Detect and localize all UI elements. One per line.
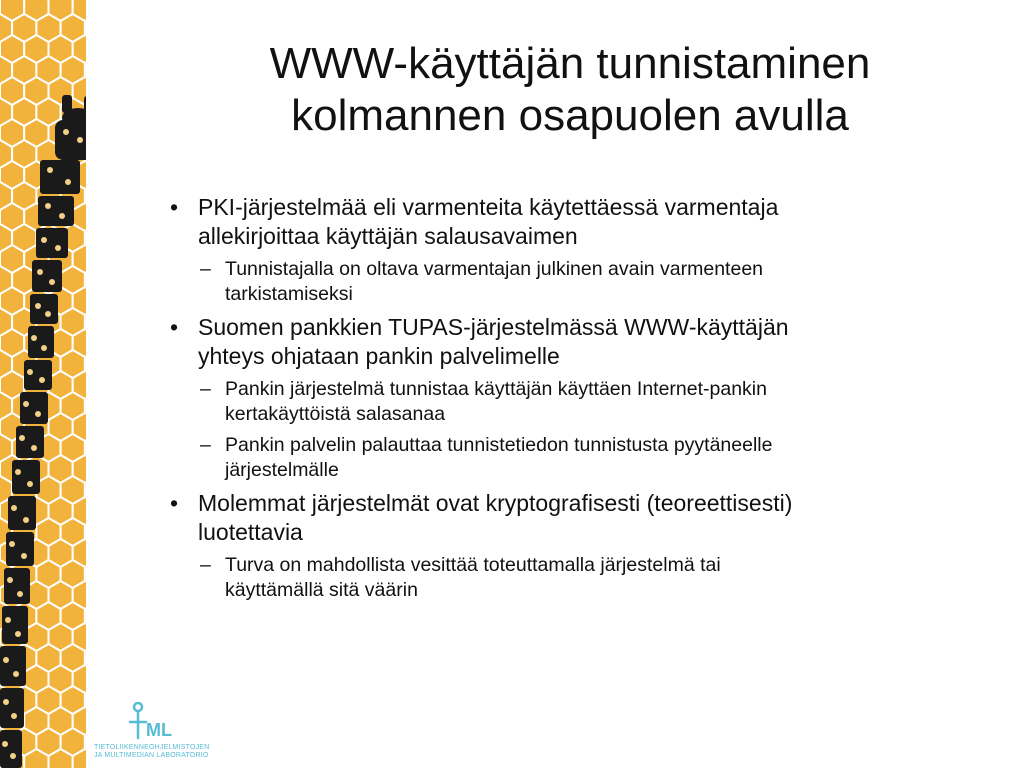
title-line-2: kolmannen osapuolen avulla <box>291 91 849 140</box>
sub-bullet-text-line: Pankin palvelin palauttaa tunnistetiedon tunnistusta pyytäneelle <box>225 434 773 456</box>
bullet-list <box>170 193 1010 609</box>
sub-bullet-item <box>200 553 1010 603</box>
dash-icon: – <box>200 378 211 400</box>
bullet-text-line: luotettavia <box>198 519 303 545</box>
logo-caption-line: JA MULTIMEDIAN LABORATORIO <box>94 752 209 759</box>
sub-bullet-text-line: tarkistamiseksi <box>225 283 353 305</box>
sub-bullet-item <box>200 377 1010 427</box>
giraffe-neck-illustration <box>0 0 86 768</box>
title-line-1: WWW-käyttäjän tunnistaminen <box>269 39 871 88</box>
sub-bullet-text-line: käyttämällä sitä väärin <box>225 579 418 601</box>
bullet-text-line: Molemmat järjestelmät ovat kryptografisesti (teoreettisesti) <box>198 490 793 516</box>
slide-title <box>130 38 1010 142</box>
dash-icon: – <box>200 258 211 280</box>
sub-bullet-item <box>200 257 1010 307</box>
bullet-item <box>170 193 1010 251</box>
sub-bullet-text-line: Turva on mahdollista vesittää toteuttamalla järjestelmä tai <box>225 554 721 576</box>
bullet-text-line: Suomen pankkien TUPAS-järjestelmässä WWW-käyttäjän <box>198 314 789 340</box>
lab-logo <box>94 700 224 764</box>
bullet-item <box>170 489 1010 547</box>
logo-mark-text: ML <box>146 720 172 740</box>
sub-bullet-text-line: kertakäyttöistä salasanaa <box>225 403 446 425</box>
bullet-text-line: yhteys ohjataan pankin palvelimelle <box>198 343 560 369</box>
sub-bullet-text-line: Pankin järjestelmä tunnistaa käyttäjän käyttäen Internet-pankin <box>225 378 767 400</box>
bullet-icon: • <box>170 194 179 220</box>
dash-icon: – <box>200 434 211 456</box>
logo-figure-icon <box>124 700 194 744</box>
bullet-icon: • <box>170 314 179 340</box>
bullet-text-line: allekirjoittaa käyttäjän salausavaimen <box>198 223 578 249</box>
sub-bullet-item <box>200 433 1010 483</box>
bullet-icon: • <box>170 490 179 516</box>
sub-bullet-text-line: järjestelmälle <box>225 459 339 481</box>
dash-icon: – <box>200 554 211 576</box>
bullet-item <box>170 313 1010 371</box>
logo-caption <box>94 744 209 760</box>
sub-bullet-text-line: Tunnistajalla on oltava varmentajan julkinen avain varmenteen <box>225 258 764 280</box>
honeycomb-sidebar <box>0 0 86 768</box>
bullet-text-line: PKI-järjestelmää eli varmenteita käytettäessä varmentaja <box>198 194 779 220</box>
logo-caption-line: TIETOLIIKENNEOHJELMISTOJEN <box>94 744 210 751</box>
